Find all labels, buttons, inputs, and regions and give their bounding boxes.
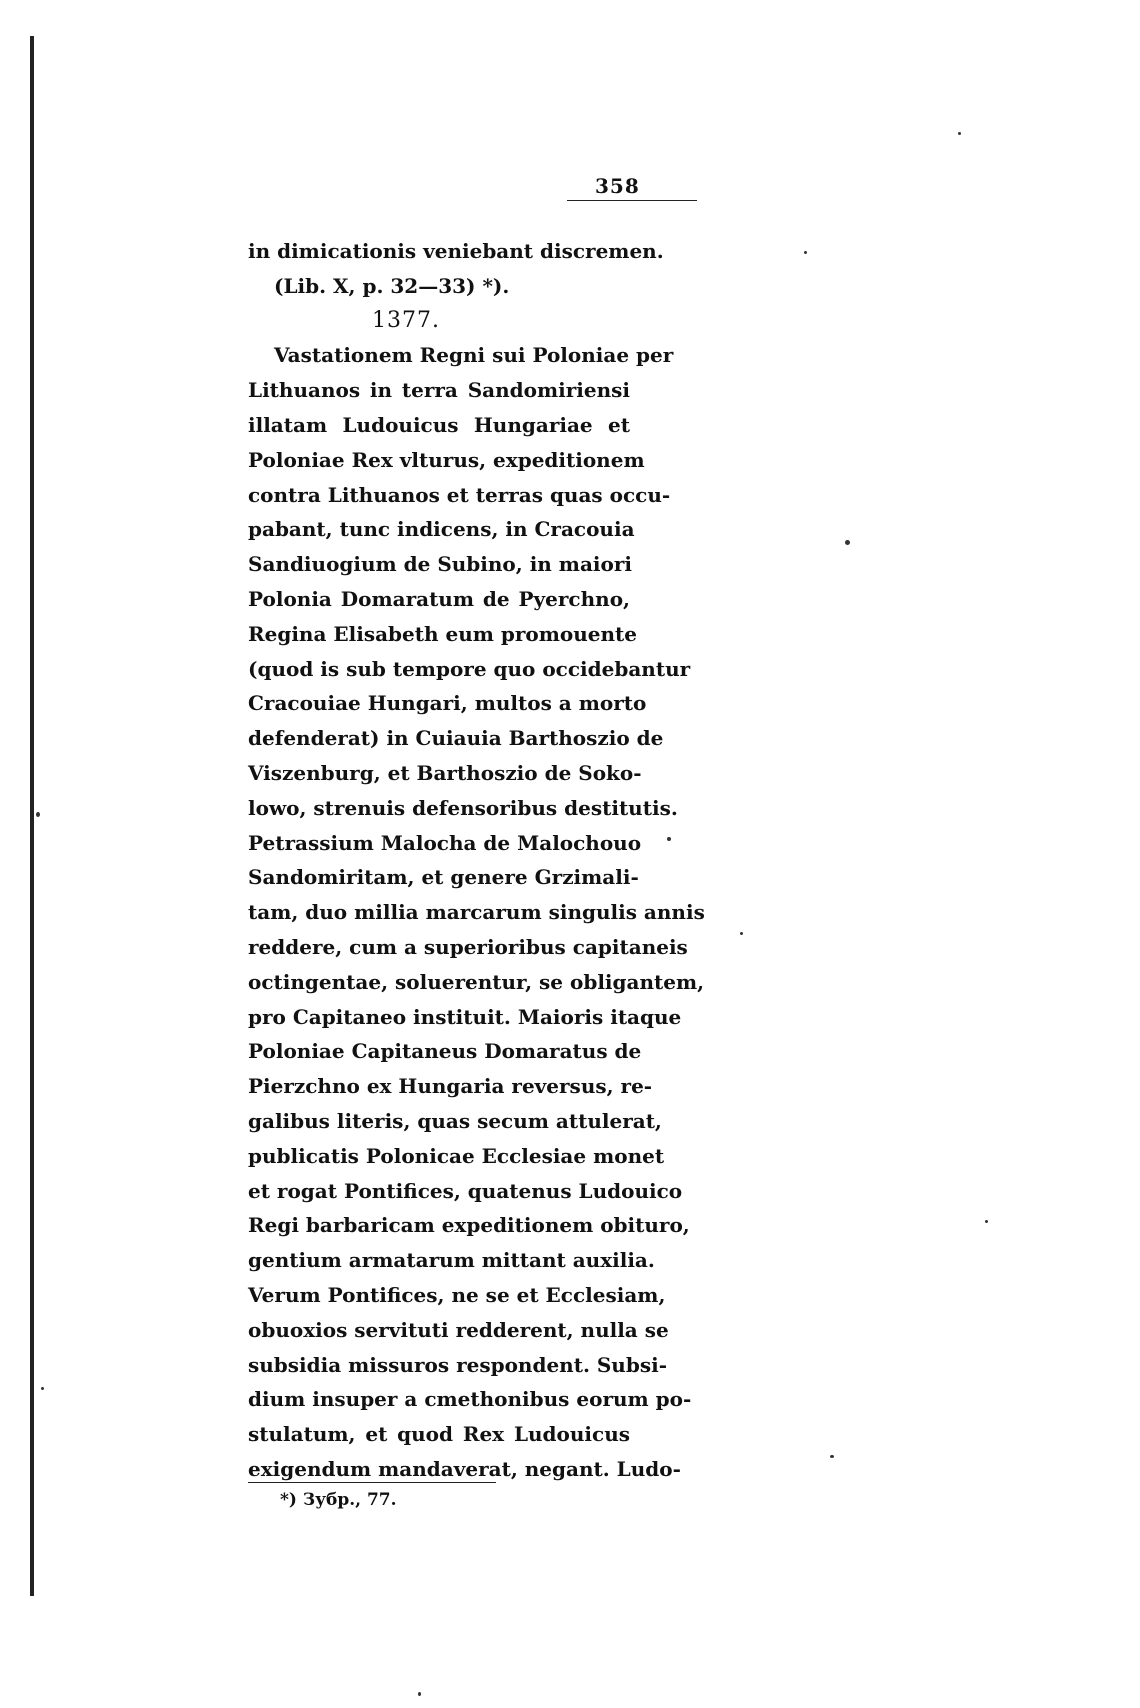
text-line: subsidia missuros respondent. Subsi- [248,1352,667,1377]
text-line: Viszenburg, et Barthoszio de Soko- [248,760,642,785]
page-number: 358 [595,174,640,198]
text-line: gentium armatarum mittant auxilia. [248,1248,655,1273]
text-line: dium insuper a cmethonibus eorum po- [248,1387,692,1412]
text-line: in dimicationis veniebant discremen. [248,239,664,263]
header-rule [567,200,697,201]
scan-speck [985,1220,988,1223]
text-line: defenderat) in Cuiauia Barthoszio de [248,726,664,751]
text-line: Vastationem Regni sui Poloniae per [274,343,674,368]
text-line: octingentae, soluerentur, se obligantem, [248,969,705,994]
text-line: Poloniae Capitaneus Domaratus de [248,1039,642,1064]
text-line: Cracouiae Hungari, multos a morto [248,691,647,716]
text-line: illatam Ludouicus Hungariae et [248,412,630,437]
scan-speck [418,1692,421,1696]
scan-speck [41,1387,44,1390]
text-line: stulatum, et quod Rex Ludouicus [248,1422,630,1447]
text-line: pabant, tunc indicens, in Cracouia [248,517,635,542]
text-line: (quod is sub tempore quo occidebantur [248,656,691,681]
footnote-rule [248,1482,496,1483]
text-line: (Lib. X, p. 32—33) *). [274,273,510,298]
body-text [248,234,705,1487]
text-line: et rogat Pontifices, quatenus Ludouico [248,1178,683,1203]
text-line: tam, duo millia marcarum singulis annis [248,900,705,925]
text-line: Sandiuogium de Subino, in maiori [248,552,632,577]
text-line: contra Lithuanos et terras quas occu- [248,482,671,507]
text-line: Sandomiritam, et genere Grzimali- [248,865,639,890]
text-line: Regi barbaricam expeditionem obituro, [248,1213,690,1238]
scan-speck [845,540,850,545]
text-line: galibus literis, quas secum attulerat, [248,1108,662,1133]
text-line: publicatis Polonicae Ecclesiae monet [248,1143,665,1168]
text-line: reddere, cum a superioribus capitaneis [248,934,688,959]
scan-speck [36,812,40,817]
text-line: Pierzchno ex Hungaria reversus, re- [248,1074,653,1099]
text-line: Petrassium Malocha de Malochouo [248,830,642,855]
scan-speck [830,1455,834,1458]
text-line: Poloniae Rex vlturus, expeditionem [248,447,645,472]
scan-speck [667,837,671,841]
binding-edge [30,36,34,1596]
text-line: Polonia Domaratum de Pyerchno, [248,586,630,611]
text-line: exigendum mandaverat, negant. Ludo- [248,1456,681,1481]
text-line: pro Capitaneo instituit. Maioris itaque [248,1004,682,1029]
text-line: Verum Pontifices, ne se et Ecclesiam, [248,1282,666,1307]
scan-speck [804,251,807,254]
text-line: obuoxios servituti redderent, nulla se [248,1317,669,1342]
year-heading: 1377. [372,307,440,333]
scan-speck [740,932,743,935]
scan-speck [958,132,961,135]
text-line: Lithuanos in terra Sandomiriensi [248,378,630,403]
text-line: lowo, strenuis defensoribus destitutis. [248,795,678,820]
text-line: Regina Elisabeth eum promouente [248,621,638,646]
footnote: *) Зубр., 77. [280,1490,397,1510]
